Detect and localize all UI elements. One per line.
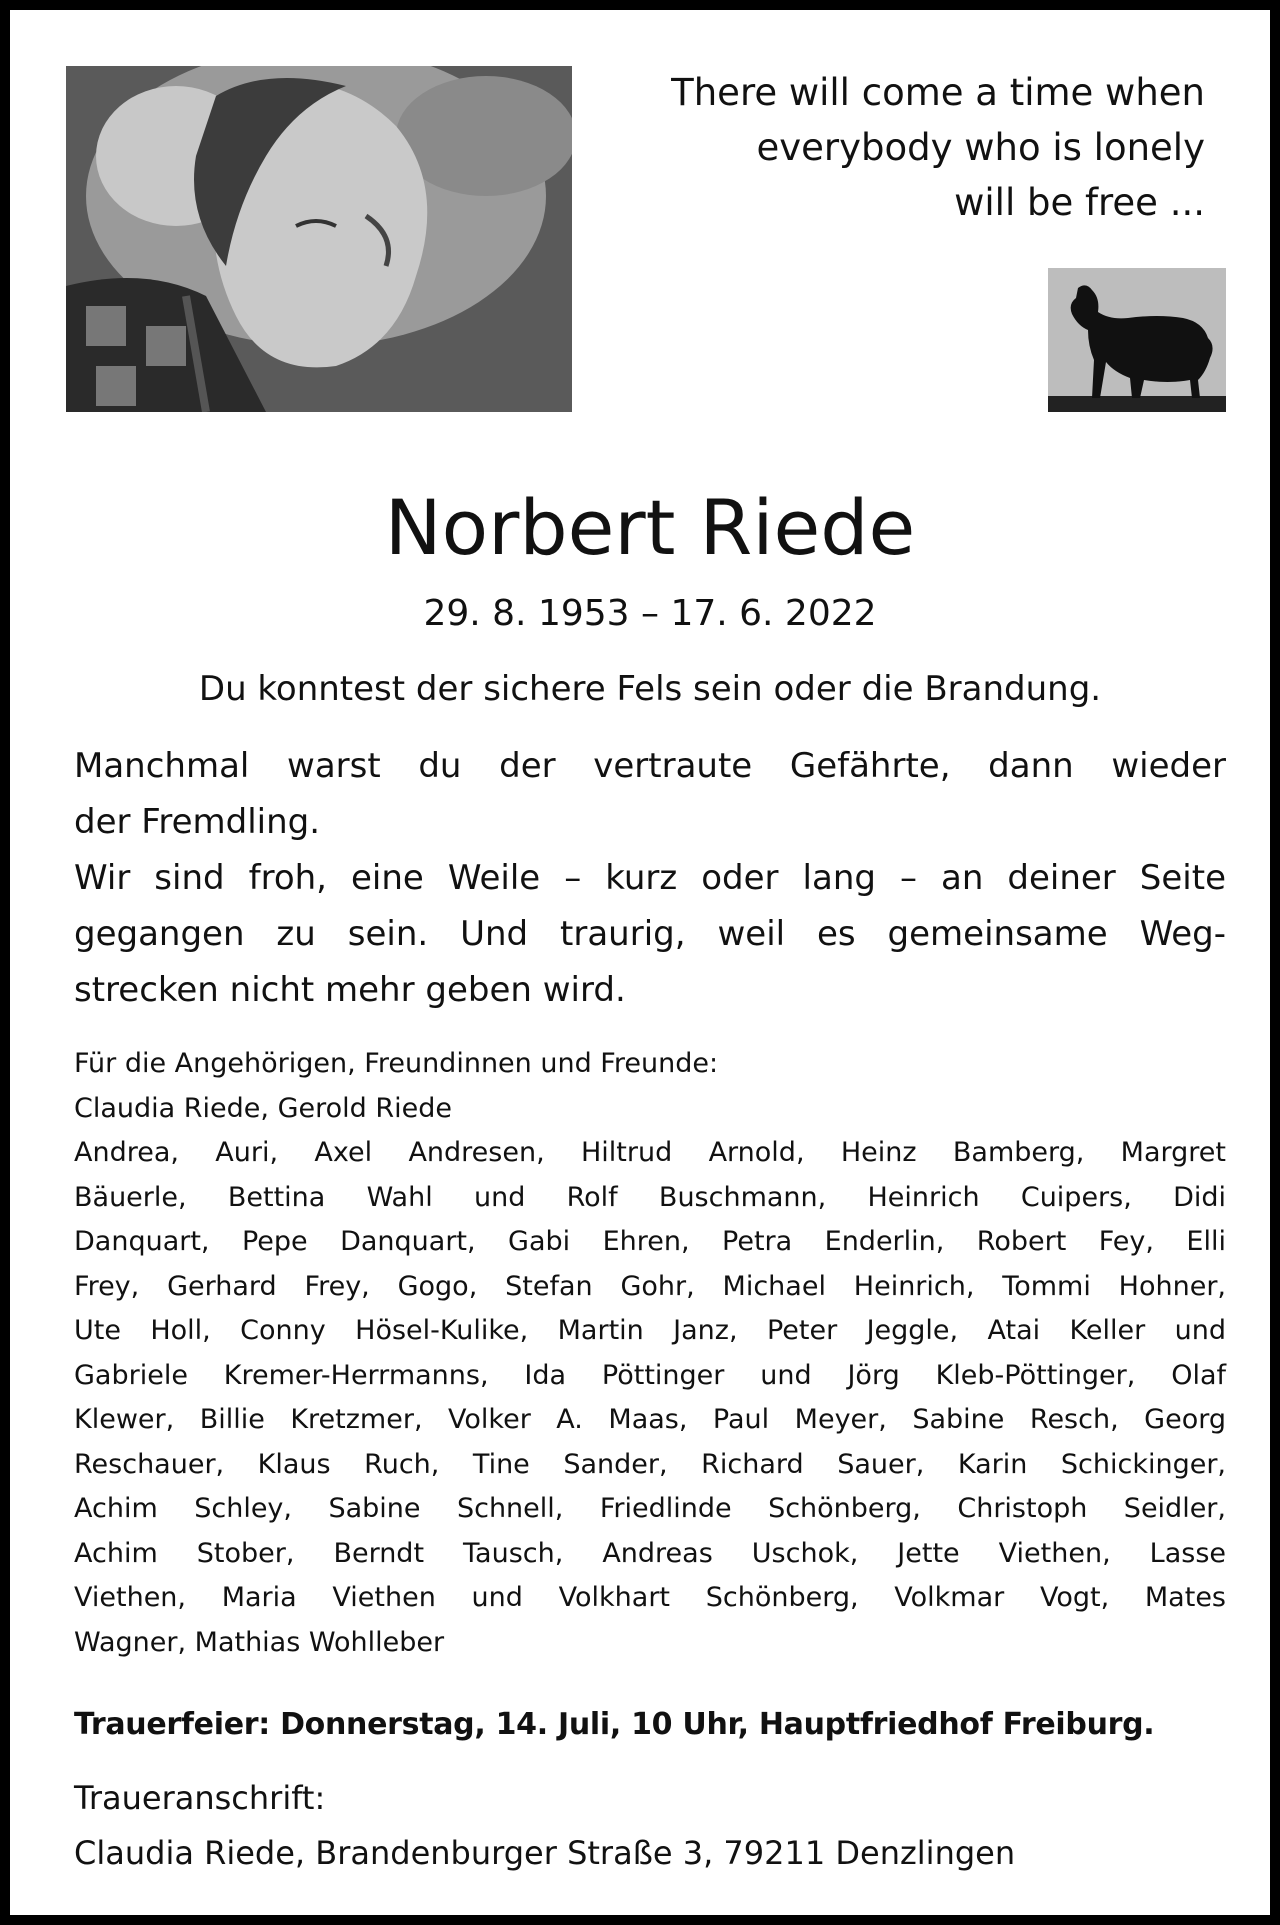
paragraph-line: gegangen zu sein. Und traurig, weil es gemeinsame Weg- (74, 914, 1226, 954)
mourners-line: Andrea, Auri, Axel Andresen, Hiltrud Arnold, Heinz Bamberg, Margret (74, 1137, 1226, 1168)
paragraph-line: Wir sind froh, eine Weile – kurz oder lang – an deiner Seite (74, 858, 1226, 898)
mourners-line: Klewer, Billie Kretzmer, Volker A. Maas, Paul Meyer, Sabine Resch, Georg (74, 1404, 1226, 1435)
mourners-intro: Für die Angehörigen, Freundinnen und Freunde: (74, 1048, 719, 1079)
mourners-line: Gabriele Kremer-Herrmanns, Ida Pöttinger und Jörg Kleb-Pöttinger, Olaf (74, 1359, 1226, 1391)
life-dates: 29. 8. 1953 – 17. 6. 2022 (423, 593, 877, 634)
paragraph-gratitude (74, 850, 1226, 1018)
mourners-line: Frey, Gerhard Frey, Gogo, Stefan Gohr, Michael Heinrich, Tommi Hohner, (74, 1270, 1226, 1302)
mourners-line: Bäuerle, Bettina Wahl und Rolf Buschmann, Heinrich Cuipers, Didi (74, 1181, 1226, 1213)
mourners-line: Wagner, Mathias Wohlleber (74, 1626, 445, 1658)
mourners-line: Reschauer, Klaus Ruch, Tine Sander, Richard Sauer, Karin Schickinger, (74, 1448, 1226, 1480)
mourners-line: Ute Holl, Conny Hösel-Kulike, Martin Janz, Peter Jeggle, Atai Keller und (74, 1315, 1226, 1346)
quote-line: will be free ... (954, 181, 1205, 224)
address-label: Traueranschrift: (74, 1779, 326, 1817)
paragraph-companion (74, 738, 1226, 850)
mourners-line: Viethen, Maria Viethen und Volkhart Schönberg, Volkmar Vogt, Mates (74, 1582, 1226, 1613)
mourning-address: Claudia Riede, Brandenburger Straße 3, 79211 Denzlingen (74, 1834, 1016, 1872)
paragraph-line: der Fremdling. (74, 802, 321, 842)
quote (605, 65, 1205, 230)
paragraph-line: strecken nicht mehr geben wird. (74, 970, 626, 1010)
mourners-list (74, 1042, 1226, 1665)
mourners-line: Danquart, Pepe Danquart, Gabi Ehren, Petra Enderlin, Robert Fey, Elli (74, 1226, 1226, 1257)
deceased-name: Norbert Riede (384, 483, 916, 572)
motto: Du konntest der sichere Fels sein oder die Brandung. (198, 669, 1102, 709)
mourners-line: Achim Schley, Sabine Schnell, Friedlinde Schönberg, Christoph Seidler, (74, 1493, 1226, 1524)
funeral-service-info: Trauerfeier: Donnerstag, 14. Juli, 10 Uhr, Hauptfriedhof Freiburg. (74, 1707, 1155, 1742)
quote-line: There will come a time when (671, 71, 1205, 114)
mourners-line: Achim Stober, Berndt Tausch, Andreas Uschok, Jette Viethen, Lasse (74, 1537, 1226, 1569)
portrait-photo (66, 66, 572, 412)
quote-line: everybody who is lonely (756, 126, 1205, 169)
dog-silhouette-image (1048, 268, 1226, 412)
mourners-family: Claudia Riede, Gerold Riede (74, 1092, 452, 1124)
paragraph-line: Manchmal warst du der vertraute Gefährte, dann wieder (74, 746, 1226, 786)
